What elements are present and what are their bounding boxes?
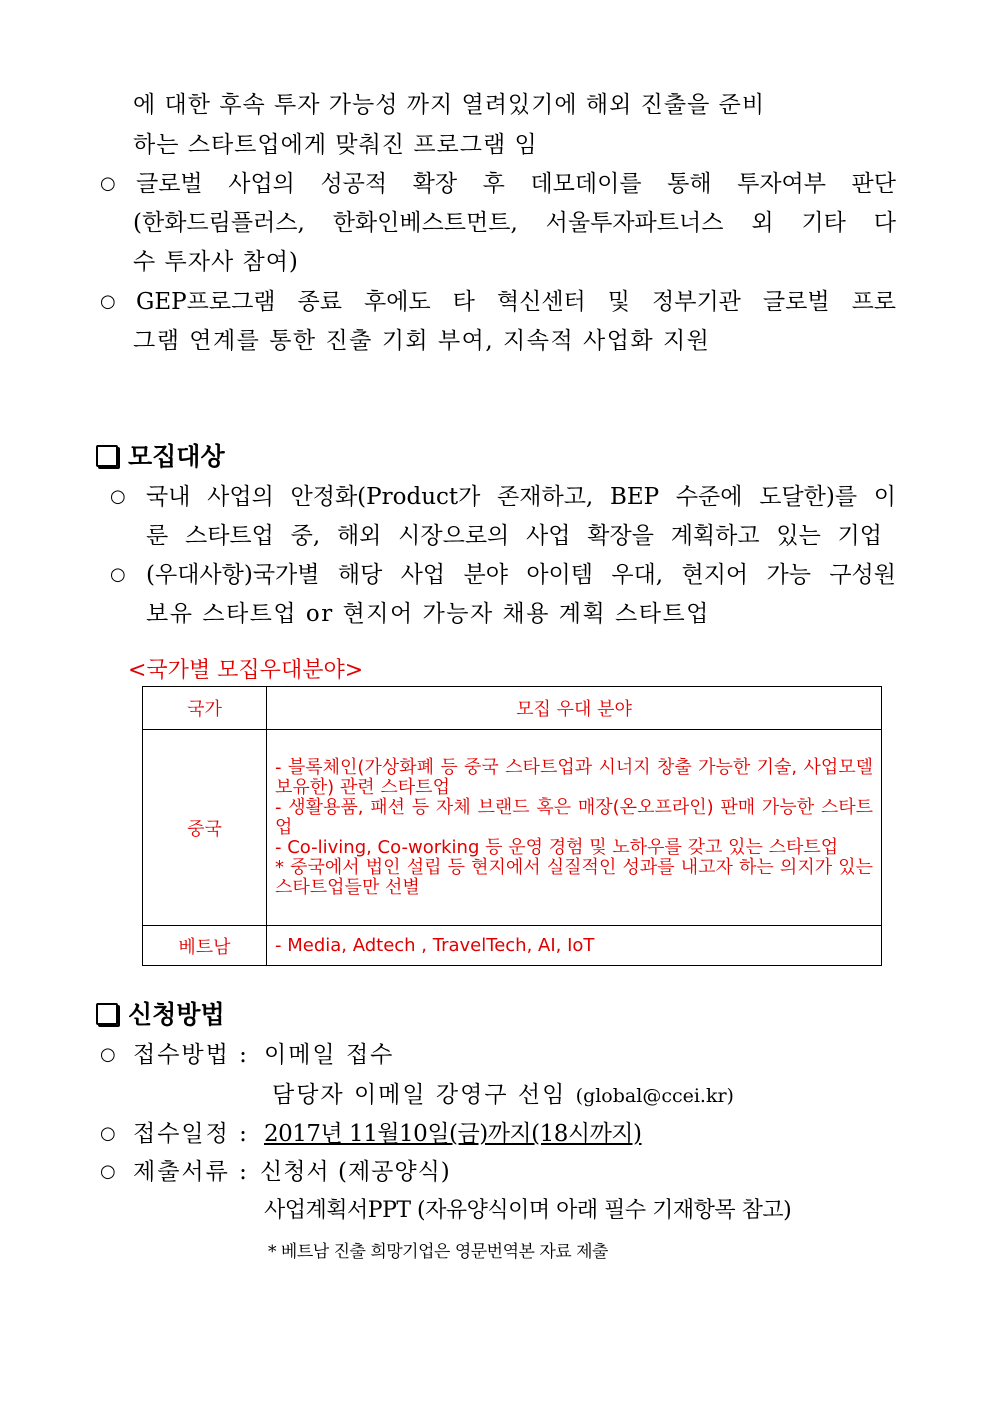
section-heading-apply bbox=[96, 999, 225, 1031]
section-heading-recruit bbox=[96, 441, 225, 473]
table-row bbox=[143, 926, 882, 966]
apply-value: 이메일 접수 bbox=[264, 1042, 395, 1068]
bullet-marker: ○ bbox=[100, 173, 116, 194]
apply-note: * 베트남 진출 희망기업은 영문번역본 자료 제출 bbox=[268, 1242, 608, 1262]
apply-label: 제출서류 : bbox=[133, 1159, 249, 1185]
bullet-text-line: GEP프로그램 종료 후에도 타 혁신센터 및 정부기관 글로벌 프로 bbox=[136, 289, 896, 315]
bullet-text-line: (한화드림플러스, 한화인베스트먼트, 서울투자파트너스 외 기타 다 bbox=[133, 210, 896, 236]
apply-value: 신청서 (제공양식) bbox=[260, 1159, 451, 1185]
bullet-marker: ○ bbox=[110, 486, 126, 507]
table-cell-country: 중국 bbox=[143, 730, 267, 926]
contact-email: (global@ccei.kr) bbox=[575, 1085, 734, 1107]
apply-value: 2017년 11월10일(금)까지(18시까지) bbox=[264, 1121, 642, 1147]
list-item: - 블록체인(가상화폐 등 중국 스타트업과 시너지 창출 가능한 기술, 사업모델 보유한) 관련 스타트업 bbox=[275, 756, 873, 798]
table-cell-fields bbox=[267, 926, 882, 966]
table-header-country: 국가 bbox=[143, 687, 267, 730]
intro-line-1: 에 대한 후속 투자 가능성 까지 열려있기에 해외 진출을 준비 bbox=[133, 92, 766, 118]
bullet-text-line: 보유 스타트업 or 현지어 가능자 채용 계획 스타트업 bbox=[146, 601, 710, 627]
list-item: - Co-living, Co-working 등 운영 경험 및 노하우를 갖고 있는 스타트업 bbox=[275, 836, 839, 858]
apply-sub bbox=[272, 1080, 734, 1111]
section-title: 신청방법 bbox=[128, 1000, 225, 1029]
apply-sub: 사업계획서PPT (자유양식이며 아래 필수 기재항목 참고) bbox=[264, 1198, 792, 1223]
section-title: 모집대상 bbox=[128, 442, 225, 471]
table-header-row bbox=[143, 687, 882, 730]
list-item: * 중국에서 법인 설립 등 현지에서 실질적인 성과를 내고자 하는 의지가 있는 스타트업들만 선별 bbox=[275, 856, 873, 898]
bullet-marker: ○ bbox=[110, 564, 126, 585]
intro-line-2: 하는 스타트업에게 맞춰진 프로그램 임 bbox=[133, 132, 538, 158]
list-item: - Media, Adtech , TravelTech, AI, IoT bbox=[275, 934, 595, 956]
bullet-marker: ○ bbox=[100, 1044, 116, 1065]
bullet-marker: ○ bbox=[100, 1123, 116, 1144]
preference-table bbox=[142, 686, 882, 966]
bullet-text-line: 수 투자사 참여) bbox=[133, 249, 299, 275]
bullet-text-line: 글로벌 사업의 성공적 확장 후 데모데이를 통해 투자여부 판단 bbox=[136, 171, 896, 197]
list-item: - 생활용품, 패션 등 자체 브랜드 혹은 매장(온오프라인) 판매 가능한 스타트업 bbox=[275, 796, 873, 838]
table-cell-fields bbox=[267, 730, 882, 926]
apply-label: 접수일정 : bbox=[133, 1121, 249, 1147]
table-row bbox=[143, 730, 882, 926]
bullet-text-line: 국내 사업의 안정화(Product가 존재하고, BEP 수준에 도달한)를 이 bbox=[146, 484, 896, 510]
bullet-text-line: (우대사항)국가별 해당 사업 분야 아이템 우대, 현지어 가능 구성원 bbox=[146, 562, 896, 588]
checkbox-icon bbox=[96, 1003, 118, 1025]
table-header-field: 모집 우대 분야 bbox=[267, 687, 882, 730]
bullet-text-line: 룬 스타트업 중, 해외 시장으로의 사업 확장을 계획하고 있는 기업 bbox=[146, 523, 882, 549]
bullet-marker: ○ bbox=[100, 291, 116, 312]
table-cell-country: 베트남 bbox=[143, 926, 267, 966]
table-caption: <국가별 모집우대분야> bbox=[128, 658, 364, 683]
bullet-text-line: 그램 연계를 통한 진출 기회 부여, 지속적 사업화 지원 bbox=[133, 328, 711, 354]
contact-person: 담당자 이메일 강영구 선임 bbox=[272, 1082, 567, 1108]
bullet-marker: ○ bbox=[100, 1161, 116, 1182]
apply-label: 접수방법 : bbox=[133, 1042, 249, 1068]
checkbox-icon bbox=[96, 445, 118, 467]
